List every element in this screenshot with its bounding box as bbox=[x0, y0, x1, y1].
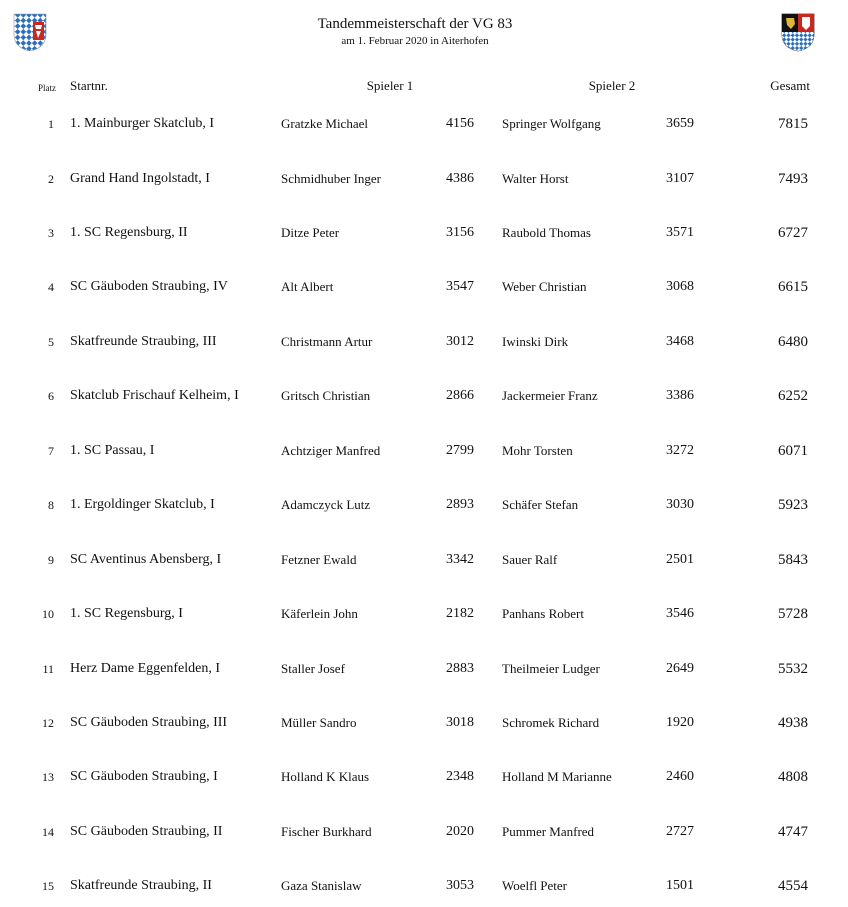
player2-name: Woelfl Peter bbox=[502, 878, 568, 893]
total-score: 7815 bbox=[778, 116, 808, 132]
player2-score: 1920 bbox=[666, 715, 694, 730]
table-row bbox=[0, 278, 848, 298]
player1-score: 3012 bbox=[446, 334, 474, 349]
player2-score: 3107 bbox=[666, 171, 694, 186]
team-name: Skatclub Frischauf Kelheim, I bbox=[70, 388, 239, 403]
team-name: Grand Hand Ingolstadt, I bbox=[70, 171, 210, 186]
player1-name: Fetzner Ewald bbox=[281, 552, 357, 567]
total-score: 4747 bbox=[778, 824, 808, 840]
total-score: 4808 bbox=[778, 769, 808, 785]
table-row bbox=[0, 333, 848, 353]
team-name: SC Gäuboden Straubing, III bbox=[70, 715, 228, 730]
player1-name: Ditze Peter bbox=[281, 225, 340, 240]
rank: 12 bbox=[42, 716, 54, 730]
rank: 10 bbox=[42, 607, 54, 621]
player1-score: 2799 bbox=[446, 443, 474, 458]
rank: 1 bbox=[48, 117, 54, 131]
total-score: 5843 bbox=[778, 552, 808, 568]
total-score: 4938 bbox=[778, 715, 808, 731]
player1-name: Gaza Stanislaw bbox=[281, 878, 362, 893]
player2-name: Jackermeier Franz bbox=[502, 388, 598, 403]
player2-name: Walter Horst bbox=[502, 171, 569, 186]
player1-name: Holland K Klaus bbox=[281, 769, 370, 784]
player1-name: Müller Sandro bbox=[281, 715, 357, 730]
table-row bbox=[0, 496, 848, 516]
page-title: Tandemmeisterschaft der VG 83 bbox=[317, 16, 513, 32]
player2-score: 2501 bbox=[666, 552, 694, 567]
table-row bbox=[0, 660, 848, 680]
player2-score: 3468 bbox=[666, 334, 694, 349]
total-score: 6252 bbox=[778, 388, 808, 404]
team-name: Skatfreunde Straubing, III bbox=[70, 334, 217, 349]
team-name: 1. SC Regensburg, II bbox=[70, 225, 188, 240]
team-name: 1. SC Regensburg, I bbox=[70, 606, 183, 621]
total-score: 5532 bbox=[778, 661, 808, 677]
player2-name: Iwinski Dirk bbox=[502, 334, 569, 349]
player2-name: Panhans Robert bbox=[502, 606, 584, 621]
column-header-startnr: Startnr. bbox=[70, 78, 108, 93]
player1-score: 2883 bbox=[446, 661, 474, 676]
team-name: SC Aventinus Abensberg, I bbox=[70, 552, 222, 567]
table-row bbox=[0, 823, 848, 843]
table-row bbox=[0, 877, 848, 897]
player2-name: Schäfer Stefan bbox=[502, 497, 579, 512]
table-row bbox=[0, 714, 848, 734]
player2-name: Raubold Thomas bbox=[502, 225, 591, 240]
total-score: 6480 bbox=[778, 334, 808, 350]
rank: 8 bbox=[48, 498, 54, 512]
player1-score: 3156 bbox=[446, 225, 474, 240]
rank: 3 bbox=[48, 226, 54, 240]
player1-score: 4386 bbox=[446, 171, 474, 186]
player1-name: Staller Josef bbox=[281, 661, 345, 676]
team-name: 1. Mainburger Skatclub, I bbox=[70, 116, 214, 131]
table-row bbox=[0, 768, 848, 788]
column-header-gesamt: Gesamt bbox=[770, 78, 810, 93]
rank: 5 bbox=[48, 335, 54, 349]
rank: 15 bbox=[42, 879, 54, 893]
player1-name: Gratzke Michael bbox=[281, 116, 368, 131]
player2-score: 3272 bbox=[666, 443, 694, 458]
player2-name: Springer Wolfgang bbox=[502, 116, 601, 131]
player2-score: 2727 bbox=[666, 824, 694, 839]
player1-name: Schmidhuber Inger bbox=[281, 171, 382, 186]
rank: 7 bbox=[48, 444, 54, 458]
player2-name: Theilmeier Ludger bbox=[502, 661, 600, 676]
player1-score: 2182 bbox=[446, 606, 474, 621]
rank: 4 bbox=[48, 280, 54, 294]
player2-name: Pummer Manfred bbox=[502, 824, 595, 839]
table-row bbox=[0, 387, 848, 407]
player1-score: 3053 bbox=[446, 878, 474, 893]
player2-name: Mohr Torsten bbox=[502, 443, 573, 458]
player1-score: 3018 bbox=[446, 715, 474, 730]
player2-score: 3030 bbox=[666, 497, 694, 512]
total-score: 6071 bbox=[778, 443, 808, 459]
player2-score: 3659 bbox=[666, 116, 694, 131]
page-subtitle: am 1. Februar 2020 in Aiterhofen bbox=[341, 35, 489, 47]
team-name: 1. SC Passau, I bbox=[70, 443, 155, 458]
rank: 9 bbox=[48, 553, 54, 567]
total-score: 4554 bbox=[778, 878, 808, 894]
total-score: 5923 bbox=[778, 497, 808, 513]
team-name: 1. Ergoldinger Skatclub, I bbox=[70, 497, 215, 512]
player1-score: 2348 bbox=[446, 769, 474, 784]
table-row bbox=[0, 442, 848, 462]
player1-score: 3342 bbox=[446, 552, 474, 567]
player2-name: Sauer Ralf bbox=[502, 552, 558, 567]
player1-name: Adamczyck Lutz bbox=[281, 497, 371, 512]
total-score: 6727 bbox=[778, 225, 808, 241]
total-score: 6615 bbox=[778, 279, 808, 295]
rank: 6 bbox=[48, 389, 54, 403]
team-name: SC Gäuboden Straubing, II bbox=[70, 824, 223, 839]
rank: 13 bbox=[42, 770, 54, 784]
team-name: Skatfreunde Straubing, II bbox=[70, 878, 212, 893]
player1-name: Alt Albert bbox=[281, 279, 334, 294]
player2-score: 2460 bbox=[666, 769, 694, 784]
player1-name: Christmann Artur bbox=[281, 334, 373, 349]
player1-score: 4156 bbox=[446, 116, 474, 131]
player1-score: 2020 bbox=[446, 824, 474, 839]
player2-score: 1501 bbox=[666, 878, 694, 893]
table-row bbox=[0, 115, 848, 135]
player2-name: Holland M Marianne bbox=[502, 769, 612, 784]
total-score: 5728 bbox=[778, 606, 808, 622]
player1-name: Achtziger Manfred bbox=[281, 443, 381, 458]
team-name: SC Gäuboden Straubing, I bbox=[70, 769, 218, 784]
rank: 2 bbox=[48, 172, 54, 186]
team-name: Herz Dame Eggenfelden, I bbox=[70, 661, 221, 676]
player1-score: 3547 bbox=[446, 279, 474, 294]
player1-name: Gritsch Christian bbox=[281, 388, 371, 403]
player1-name: Käferlein John bbox=[281, 606, 358, 621]
player2-score: 3068 bbox=[666, 279, 694, 294]
table-row bbox=[0, 224, 848, 244]
table-row bbox=[0, 605, 848, 625]
player2-score: 3386 bbox=[666, 388, 694, 403]
player2-score: 2649 bbox=[666, 661, 694, 676]
player1-score: 2893 bbox=[446, 497, 474, 512]
column-header-spieler2: Spieler 2 bbox=[588, 78, 636, 93]
player2-name: Schromek Richard bbox=[502, 715, 600, 730]
column-header-platz: Platz bbox=[38, 83, 56, 93]
total-score: 7493 bbox=[778, 171, 808, 187]
player1-score: 2866 bbox=[446, 388, 474, 403]
player1-name: Fischer Burkhard bbox=[281, 824, 372, 839]
column-header-spieler1: Spieler 1 bbox=[366, 78, 414, 93]
table-row bbox=[0, 551, 848, 571]
player2-name: Weber Christian bbox=[502, 279, 587, 294]
player2-score: 3546 bbox=[666, 606, 694, 621]
rank: 14 bbox=[42, 825, 54, 839]
player2-score: 3571 bbox=[666, 225, 694, 240]
team-name: SC Gäuboden Straubing, IV bbox=[70, 279, 228, 294]
rank: 11 bbox=[42, 662, 54, 676]
table-row bbox=[0, 170, 848, 190]
